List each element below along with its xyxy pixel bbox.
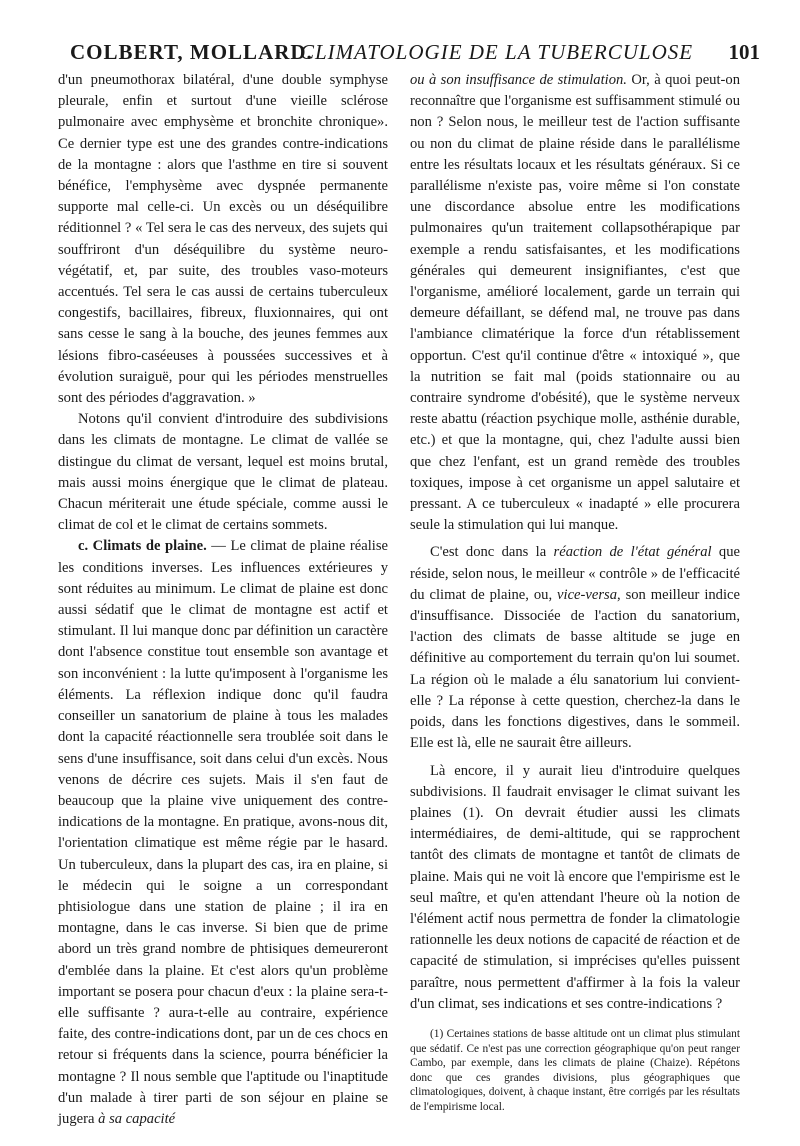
left-paragraph-2: Notons qu'il convient d'introduire des subdivisions dans les climats de montagne. Le climat de vallée se distingue du climat de versant, lequel est moins brutal, mais aussi moins énergique que le climat de plateau. Chacun mériterait une étude spéciale, comme aussi le climat de col et le climat de certains sommets. (58, 411, 388, 534)
left-column (58, 70, 388, 1130)
right-paragraph-1-body: Or, à quoi peut-on reconnaître que l'organisme est suffisamment stimulé ou non ? Selon nous, le meilleur test de l'action suffisante ou non du climat de plaine réside dans le parallélisme entre les résultats locaux et les résultats généraux. Si ce parallélisme n'existe pas, voire même si l'on constate une discordance absolue entre les modifications pulmonaires qu'un traitement collapsothérapique par exemple a rendu satisfaisantes, et les modifications générales qui demeurent insignifiantes, c'est que l'organisme, amélioré localement, garde un terrain qui demeure défaillant, se défend mal, ne trouve pas dans l'ambiance climatérique la force d'un rétablissement opportun. C'est qu'il continue d'être « intoxiqué », que la nutrition se fait mal (poids stationnaire ou au contraire syndrome d'obésité), que le système nerveux reste abattu (réaction psychique molle, asthénie durable, etc.) et que la montagne, qui, chez l'adulte aussi bien que chez l'enfant, est un grand remède des troubles toxiques, impose à cet organisme un appel salutaire et pressant. A ce tuberculeux « inadapté » elle procurera seule la stimulation qui lui manque. (410, 72, 740, 534)
right-paragraph-2-c: , son meilleur indice d'insuffisance. Dissociée de l'action du sanatorium, l'action des climats de basse altitude se juge en définitive au comportement du terrain qu'on lui soumet. La région où le malade a élu sanatorium lui convient-elle ? La réponse à cette question, cherchez-la dans le poids, dans les fonctions digestives, dans le sommeil. Elle est là, elle ne saurait être ailleurs. (410, 586, 740, 752)
right-paragraph-2-italic-1: réaction de l'état général (553, 544, 712, 561)
running-header (70, 40, 760, 68)
right-paragraph-2-b: que réside, selon nous, le meilleur « contrôle » de l'efficacité du climat de plaine, ou, (410, 544, 740, 603)
left-paragraph-3 (58, 536, 388, 1130)
right-paragraph-2-a: C'est donc dans la (430, 544, 554, 561)
left-paragraph-3-italic: à sa capacité (98, 1110, 176, 1127)
right-paragraph-2 (410, 542, 740, 754)
header-title: CLIMATOLOGIE DE LA TUBERCULOSE (300, 40, 694, 64)
footnote: (1) Certaines stations de basse altitude ont un climat plus stimulant que sédatif. Ce n'est pas une correction géographique qu'on peut ranger Cambo, par exemple, dans les climats de plaine (Chaize). Répétons donc que ces grandes divisions, plus géographiques que climatologiques, doivent, à chaque instant, être corrigés par les résultats de l'empirisme local. (410, 1027, 740, 1113)
left-paragraph-3-body: — Le climat de plaine réalise les conditions inverses. Les influences extérieures y sont réduites au minimum. Le climat de plaine est donc aussi sédatif que le climat de montagne est actif et stimulant. Il lui manque donc par définition un caractère dont l'absence constitue tout ensemble son avantage et son inconvénient : la lutte qu'imposent à l'organisme les éléments. La réflexion indique donc qu'il faudra conseiller un sanatorium de plaine à tous les malades dont la capacité réactionnelle sera troublée soit dans le sens d'une insuffisance, soit dans celui d'un excès. Nous venons de décrire ces sujets. Mais il s'en faut de beaucoup que la plaine vive uniquement des contre-indications de la montagne. En pratique, avons-nous dit, l'orientation climatique est même régie par le hasard. Un tuberculeux, dans la plupart des cas, ira en plaine, si le médecin qui le soigne a un correspondant phtisiologue dans une station de plaine ; il ira en montagne, dans le cas inverse. Si bien que de prime abord un très grand nombre de phtisiques demeureront d'emblée dans la plaine. Et c'est alors qu'un problème important se posera pour chacun d'eux : la plaine sera-t-elle suffisante ? aura-t-elle au contraire, expérience faite, des contre-indications dont, par un de ces chocs en retour si fréquents dans la science, pourra bénéficier la montagne ? Il nous semble que l'aptitude ou l'inaptitude d'un malade à tirer parti de son séjour en plaine se jugera (58, 538, 388, 1127)
right-paragraph-1 (410, 70, 740, 536)
section-heading-climats-de-plaine: c. Climats de plaine. (78, 538, 207, 555)
right-column (410, 70, 740, 1115)
header-authors: COLBERT, MOLLARD. (70, 40, 313, 64)
page-number: 101 (728, 40, 760, 64)
left-paragraph-1: d'un pneumothorax bilatéral, d'une double symphyse pleurale, enfin et surtout d'une vieille sclérose pulmonaire avec emphysème et bronchite chronique». Ce dernier type est une des grandes contre-indications de la montagne : alors que l'asthme en tire si souvent bénéfice, l'emphysème avec dyspnée permanente supporte mal celle-ci. Un excès ou un déséquilibre réditionnel ? « Tel sera le cas des nerveux, des sujets qui souffriront d'un déséquilibre du système neuro-végétatif, et, par suite, des troubles vaso-moteurs accentués. Tel sera le cas aussi de certains tuberculeux congestifs, bacillaires, fibreux, fluxionnaires, qui ont sans cesse le sang à la bouche, des jeunes femmes aux lésions fibro-caséeuses à poussées successives et à évolution suraiguë, pour qui les périodes menstruelles sont des périodes d'aggravation. » (58, 72, 388, 407)
right-paragraph-2-italic-2: vice-versa (557, 586, 617, 603)
right-paragraph-3: Là encore, il y aurait lieu d'introduire quelques subdivisions. Il faudrait envisager le climat suivant les plaines (1). On devrait étudier aussi les climats intermédiaires, de demi-altitude, qui se rapprochent tantôt des climats de montagne et tantôt de climats de plaine. Mais qui ne voit là encore que l'empirisme est le seul maître, et qu'en attendant l'heure où la notion de l'élément actif nous permettra de fonder la climatologie rationnelle les deux notions de capacité de réaction et de capacité de stimulation, si imprécises qu'elles puissent paraître, nous permettent d'affirmer à la fois la valeur d'un climat, ses indications et ses contre-indications ? (410, 762, 740, 1012)
right-paragraph-1-italic: ou à son insuffisance de stimulation. (410, 72, 627, 88)
